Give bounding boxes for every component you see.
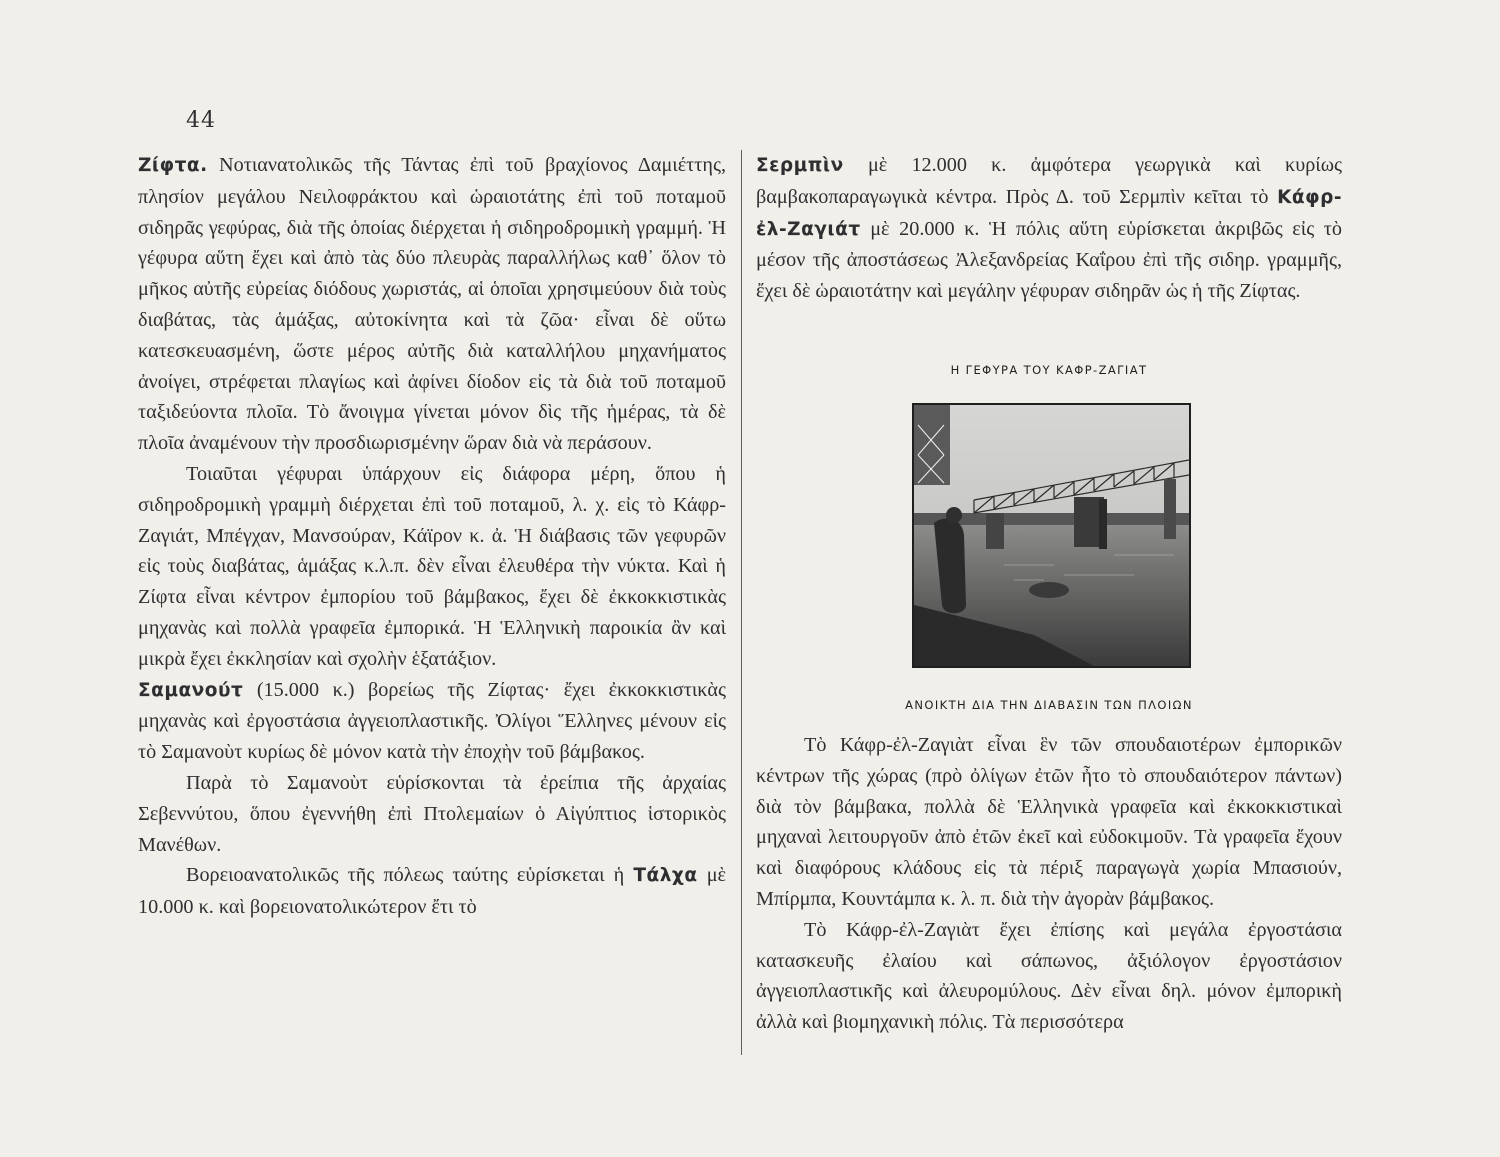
paragraph-serbin-text: μὲ 12.000 κ. ἀμφότερα γεωργικὰ καὶ κυρίως βαμβακοπαραγωγικὰ κέντρα. Πρὸς Δ. τοῦ Σερμπὶν κεῖται τὸ: [756, 154, 1342, 208]
page-number: 44: [186, 108, 216, 133]
figure-caption: ΑΝΟΙΚΤΗ ΔΙΑ ΤΗΝ ΔΙΑΒΑΣΙΝ ΤΩΝ ΠΛΟΙΩΝ: [905, 698, 1193, 712]
left-column: [138, 150, 726, 923]
paragraph-talcha: [138, 860, 726, 923]
right-column-bottom: [756, 730, 1342, 1038]
paragraph-serbin: [756, 150, 1342, 307]
paragraph-bridges: Τοιαῦται γέφυραι ὑπάρχουν εἰς διάφορα μέρη, ὅπου ἡ σιδηροδρομικὴ γραμμὴ διέρχεται ἐπὶ τοῦ ποταμοῦ, λ. χ. εἰς τὸ Κάφρ-Ζαγιάτ, Μπέγχαν, Μανσούραν, Κάϊρον κ. ἀ. Ἡ διάβασις τῶν γεφυρῶν εἰς τοὺς διαβάτας, ἁμάξας κ.λ.π. δὲν εἶναι ἐλευθέρα τὴν νύκτα. Καὶ ἡ Ζίφτα εἶναι κέντρον ἐμπορίου τοῦ βάμβακος, ἔχει δὲ ἐκκοκκιστικὰς μηχανὰς καὶ πολλὰ γραφεῖα ἐμπορικά. Ἡ Ἑλληνικὴ παροικία ἂν καὶ μικρὰ ἔχει ἐκκλησίαν καὶ σχολὴν ἑξατάξιον.: [138, 462, 726, 670]
paragraph-sebennytos: Παρὰ τὸ Σαμανοὺτ εὑρίσκονται τὰ ἐρείπια τῆς ἀρχαίας Σεβεννύτου, ὅπου ἐγεννήθη ἐπὶ Πτολεμαίων ὁ Αἰγύπτιος ἱστορικὸς Μανέθων.: [138, 771, 726, 856]
column-divider: [741, 150, 742, 1055]
heading-kafr-el-zayat: Κάφρ-ἐλ-Ζαγιάτ: [756, 186, 1342, 240]
paragraph-talcha-tail: μὲ 10.000 κ. καὶ βορειονατολικώτερον ἔτι τὸ: [138, 864, 727, 919]
paragraph-zifta: [138, 150, 726, 459]
bridge-photo: [912, 403, 1191, 668]
bridge-illustration: [914, 405, 1189, 666]
heading-zifta: Ζίφτα.: [138, 155, 208, 176]
right-column-top: [756, 150, 1342, 307]
paragraph-talcha-text: Βορειοανατολικῶς τῆς πόλεως ταύτης εὑρίσκεται ἡ: [186, 864, 625, 887]
paragraph-kafr-industry: Τὸ Κάφρ-ἐλ-Ζαγιὰτ ἔχει ἐπίσης καὶ μεγάλα ἐργοστάσια κατασκευῆς ἐλαίου καὶ σάπωνος, ἀξιόλογον ἐργοστάσιον ἀγγειοπλαστικῆς καὶ ἀλευρομύλους. Δὲν εἶναι δηλ. μόνον ἐμπορικὴ ἀλλὰ καὶ βιομηχανικὴ πόλις. Τὰ περισσότερα: [756, 918, 1342, 1034]
heading-serbin: Σερμπὶν: [756, 155, 844, 176]
heading-talcha: Τάλχα: [633, 865, 698, 887]
paragraph-samanout-text: (15.000 κ.) βορείως τῆς Ζίφτας· ἔχει ἐκκοκκιστικὰς μηχανὰς καὶ ἐργοστάσια ἀγγειοπλαστικῆς. Ὀλίγοι Ἕλληνες μένουν εἰς τὸ Σαμανοὺτ κυρίως δὲ μόνον κατὰ τὴν ἐποχὴν τοῦ βάμβακος.: [138, 678, 727, 764]
figure-title: Η ΓΕΦΥΡΑ ΤΟΥ ΚΑΦΡ-ΖΑΓΙΑΤ: [950, 363, 1148, 377]
paragraph-serbin-tail: μὲ 20.000 κ. Ἡ πόλις αὕτη εὑρίσκεται ἀκριβῶς εἰς τὸ μέσον τῆς ἀποστάσεως Ἀλεξανδρείας Καΐρου ἐπὶ τῆς σιδηρ. γραμμῆς, ἔχει δὲ ὡραιοτάτην καὶ μεγάλην γέφυραν σιδηρᾶν ὡς ἡ τῆς Ζίφτας.: [756, 217, 1342, 303]
paragraph-kafr-commerce: Τὸ Κάφρ-ἐλ-Ζαγιὰτ εἶναι ἓν τῶν σπουδαιοτέρων ἐμπορικῶν κέντρων τῆς χώρας (πρὸ ὀλίγων ἐτῶν ἦτο τὸ σπουδαιότερον πάντων) διὰ τὸν βάμβακα, πολλὰ δὲ Ἑλληνικὰ γραφεῖα καὶ ἐκκοκκιστικαὶ μηχαναὶ λειτουργοῦν ἀπὸ ἐτῶν ἐκεῖ καὶ εὐδοκιμοῦν. Τὰ γραφεῖα ἔχουν καὶ διαφόρους κλάδους εἰς τὰ πέριξ παραγωγὰ χωρία Μπασιούν, Μπίρμπα, Κουντάμπα κ. λ. π. διὰ τὴν ἀγορὰν βάμβακος.: [756, 734, 1342, 910]
paragraph-zifta-text: Νοτιανατολικῶς τῆς Τάντας ἐπὶ τοῦ βραχίονος Δαμιέττης, πλησίον μεγάλου Νειλοφράκτου καὶ ὡραιοτάτης ἐπὶ τοῦ ποταμοῦ σιδηρᾶς γεφύρας, διὰ τῆς ὁποίας διέρχεται ἡ σιδηροδρομικὴ γραμμή. Ἡ γέφυρα αὕτη ἔχει καὶ ἀπὸ τὰς δύο πλευρὰς παραλλήλως καθ᾽ ὅλον τὸ μῆκος αὐτῆς εὐρείας διόδους χωριστάς, αἱ ὁποῖαι χρησιμεύουν διὰ τοὺς διαβάτας, τὰς ἁμάξας, αὐτοκίνητα καὶ τὰ ζῶα· εἶναι δὲ οὕτω κατεσκευασμένη, ὥστε μέρος αὐτῆς διὰ καταλλήλου μηχανήματος ἀνοίγει, στρέφεται πλαγίως καὶ ἀφίνει δίοδον εἰς τὰ διὰ τοῦ ποταμοῦ ταξιδεύοντα πλοῖα. Τὸ ἄνοιγμα γίνεται μόνον δὶς τῆς ἡμέρας, τὰ δὲ πλοῖα ἀναμένουν τὴν προσδιωρισμένην ὥραν διὰ νὰ περάσουν.: [138, 154, 727, 455]
paragraph-samanout: [138, 675, 726, 768]
heading-samanout: Σαμανούτ: [138, 679, 244, 701]
